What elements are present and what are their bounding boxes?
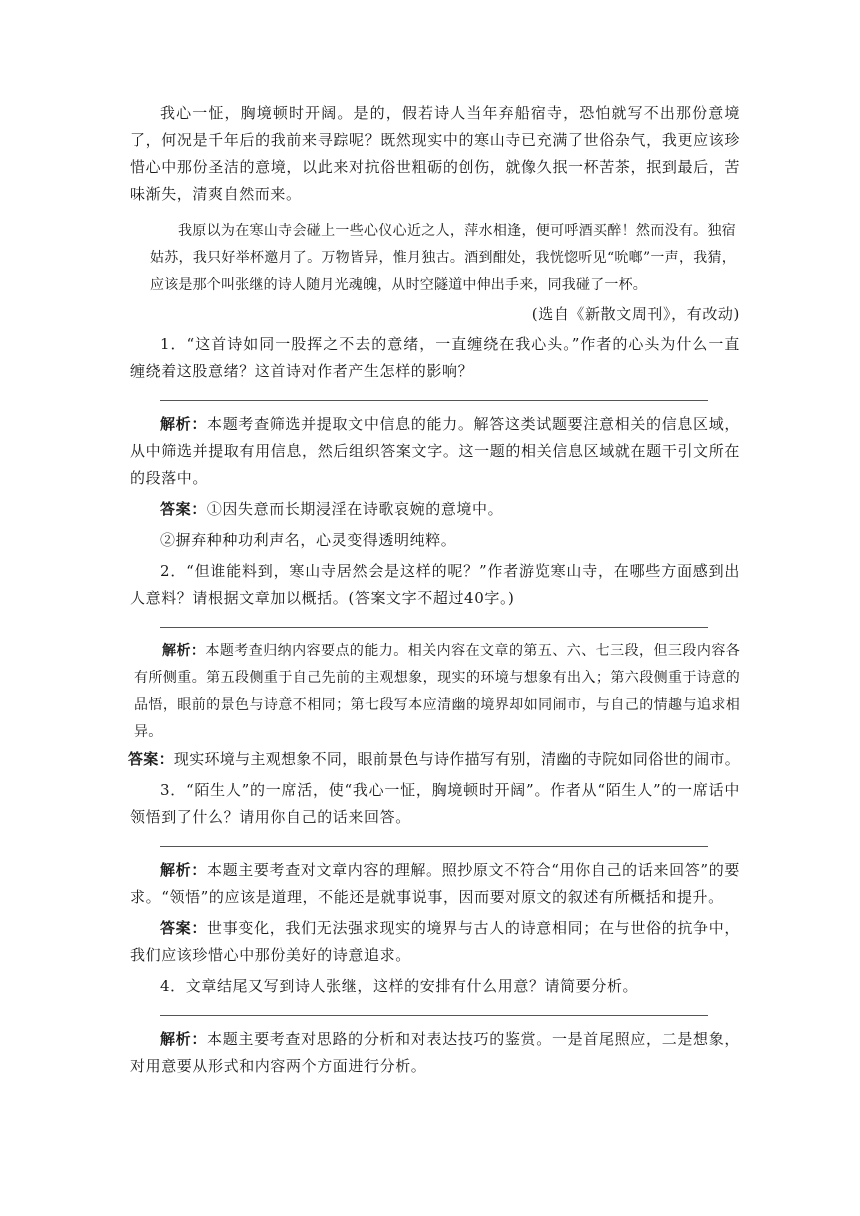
analysis-text: 本题主要考查对文章内容的理解。照抄原文不符合“用你自己的话来回答”的要求。“领悟”的应该是道理，不能还是就事说事，因而要对原文的叙述有所概括和提升。 <box>130 861 740 906</box>
answer-2 <box>128 746 740 773</box>
passage-excerpt: 我原以为在寒山寺会碰上一些心仪心近之人，萍水相逢，便可呼酒买醉！然而没有。独宿姑苏，我只好举杯邀月了。万物皆异，惟月独古。酒到酣处，我恍惚听见“吮啷”一声，我猜，应该是那个叫张继的诗人随月光魂魄，从时空隧道中伸出手来，同我碰了一杯。 <box>150 223 736 293</box>
answer-label: 答案： <box>160 500 207 518</box>
answer-text: 现实环境与主观想象不同，眼前景色与诗作描写有别，清幽的寺院如同俗世的闹市。 <box>173 750 741 768</box>
question-4: 4．文章结尾又写到诗人张继，这样的安排有什么用意？请简要分析。 <box>160 977 639 995</box>
document-page <box>130 100 740 1080</box>
answer-label: 答案： <box>128 750 174 768</box>
answer-1 <box>130 496 740 523</box>
analysis-label: 解析： <box>160 415 208 433</box>
answer-line-3 <box>160 845 708 847</box>
passage-paragraph: 我心一怔，胸境顿时开阔。是的，假若诗人当年弃船宿寺，恐怕就写不出那份意境了，何况是千年后的我前来寻踪呢？既然现实中的寒山寺已充满了世俗杂气，我更应该珍惜心中那份圣洁的意境，以此来对抗俗世粗砺的创伤，就像久抿一杯苦茶，抿到最后，苦味渐失，清爽自然而来。 <box>130 104 740 203</box>
answer-text: 世事变化，我们无法强求现实的境界与古人的诗意相同；在与世俗的抗争中，我们应该珍惜心中那份美好的诗意追求。 <box>130 919 740 964</box>
analysis-label: 解析： <box>160 1030 208 1048</box>
analysis-4 <box>130 1026 740 1080</box>
analysis-text: 本题考查筛选并提取文中信息的能力。解答这类试题要注意相关的信息区域，从中筛选并提取有用信息，然后组织答案文字。这一题的相关信息区域就在题干引文所在的段落中。 <box>130 415 740 487</box>
answer-3 <box>130 915 740 969</box>
answer-line-2 <box>160 626 708 628</box>
question-2: 2．“但谁能料到，寒山寺居然会是这样的呢？”作者游览寒山寺，在哪些方面感到出人意料？请根据文章加以概括。(答案文字不超过40字。) <box>130 562 740 607</box>
analysis-1 <box>130 411 740 492</box>
answer-1-part-2: ②摒弃种种功利声名，心灵变得透明纯粹。 <box>160 531 457 549</box>
answer-text: ①因失意而长期浸淫在诗歌哀婉的意境中。 <box>206 500 504 518</box>
source-citation: (选自《新散文周刊》，有改动) <box>531 305 740 323</box>
answer-line-1 <box>160 399 708 401</box>
analysis-3 <box>130 857 740 911</box>
analysis-text: 本题主要考查对思路的分析和对表达技巧的鉴赏。一是首尾照应，二是想象，对用意要从形式和内容两个方面进行分析。 <box>130 1030 740 1075</box>
analysis-label: 解析： <box>162 643 206 659</box>
analysis-text: 本题考查归纳内容要点的能力。相关内容在文章的第五、六、七三段，但三段内容各有所侧重。第五段侧重于自己先前的主观想象，现实的环境与想象有出入；第六段侧重于诗意的品悟，眼前的景色与诗意不相同；第七段写本应清幽的境界却如同闹市，与自己的情趣与追求相异。 <box>134 643 740 740</box>
analysis-label: 解析： <box>160 861 207 879</box>
answer-line-4 <box>160 1014 708 1016</box>
question-3: 3．“陌生人”的一席活，使“我心一怔，胸境顿时开阔”。作者从“陌生人”的一席话中领悟到了什么？请用你自己的话来回答。 <box>130 781 740 826</box>
answer-label: 答案： <box>160 919 208 937</box>
question-1: 1．“这首诗如同一股挥之不去的意绪，一直缠绕在我心头。”作者的心头为什么一直缠绕着这股意绪？这首诗对作者产生怎样的影响？ <box>130 335 740 380</box>
analysis-2 <box>130 638 740 746</box>
